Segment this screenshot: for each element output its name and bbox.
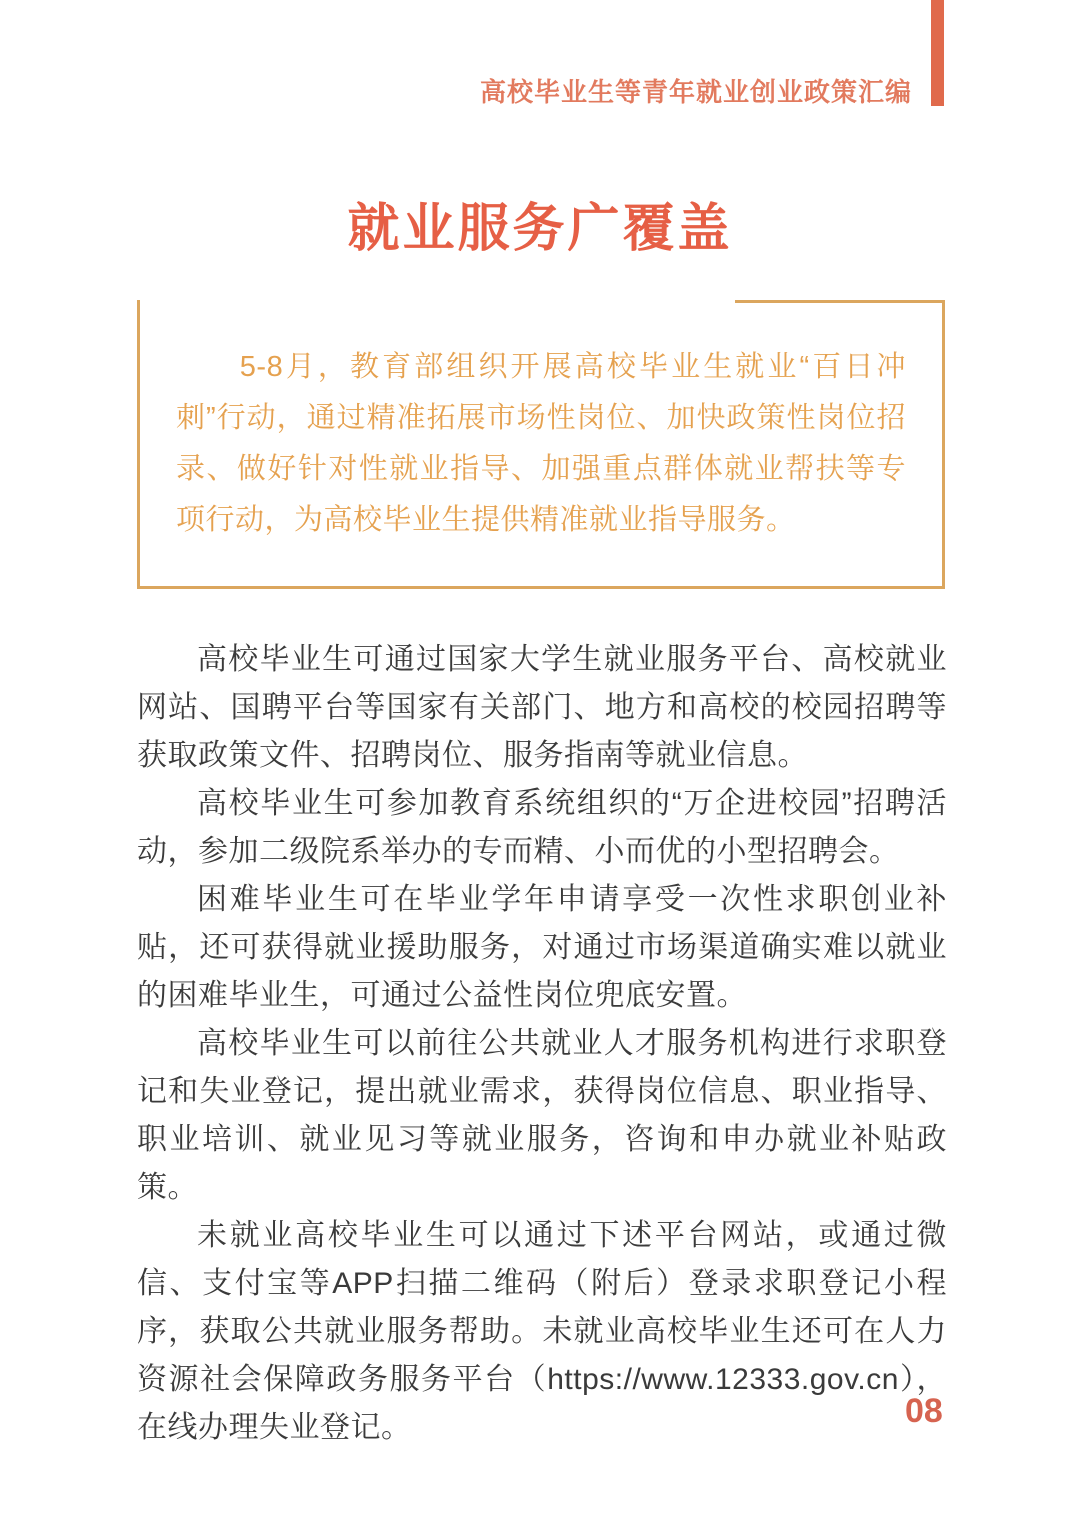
highlight-box-top-border bbox=[735, 300, 942, 303]
paragraph-1: 高校毕业生可通过国家大学生就业服务平台、高校就业网站、国聘平台等国家有关部门、地方和高校的校园招聘等获取政策文件、招聘岗位、服务指南等就业信息。 bbox=[137, 643, 947, 772]
paragraph-3: 困难毕业生可在毕业学年申请享受一次性求职创业补贴，还可获得就业援助服务，对通过市场渠道确实难以就业的困难毕业生，可通过公益性岗位兜底安置。 bbox=[137, 883, 947, 1012]
highlight-box bbox=[137, 300, 945, 589]
page-number: 08 bbox=[905, 1392, 943, 1430]
paragraph-5: 未就业高校毕业生可以通过下述平台网站，或通过微信、支付宝等APP扫描二维码（附后）登录求职登记小程序，获取公共就业服务帮助。未就业高校毕业生还可在人力资源社会保障政务服务平台（https://www.12333.gov.cn），在线办理失业登记。 bbox=[137, 1219, 947, 1444]
paragraph-2: 高校毕业生可参加教育系统组织的“万企进校园”招聘活动，参加二级院系举办的专而精、小而优的小型招聘会。 bbox=[137, 787, 947, 868]
highlight-box-text: 5-8月，教育部组织开展高校毕业生就业“百日冲刺”行动，通过精准拓展市场性岗位、加快政策性岗位招录、做好针对性就业指导、加强重点群体就业帮扶等专项行动，为高校毕业生提供精准就业指导服务。 bbox=[176, 351, 906, 536]
page-title: 就业服务广覆盖 bbox=[347, 200, 733, 258]
body-content bbox=[137, 636, 947, 1452]
paragraph-4: 高校毕业生可以前往公共就业人才服务机构进行求职登记和失业登记，提出就业需求，获得岗位信息、职业指导、职业培训、就业见习等就业服务，咨询和申办就业补贴政策。 bbox=[137, 1027, 947, 1204]
header-accent-bar bbox=[931, 0, 944, 106]
running-header: 高校毕业生等青年就业创业政策汇编 bbox=[479, 77, 912, 107]
